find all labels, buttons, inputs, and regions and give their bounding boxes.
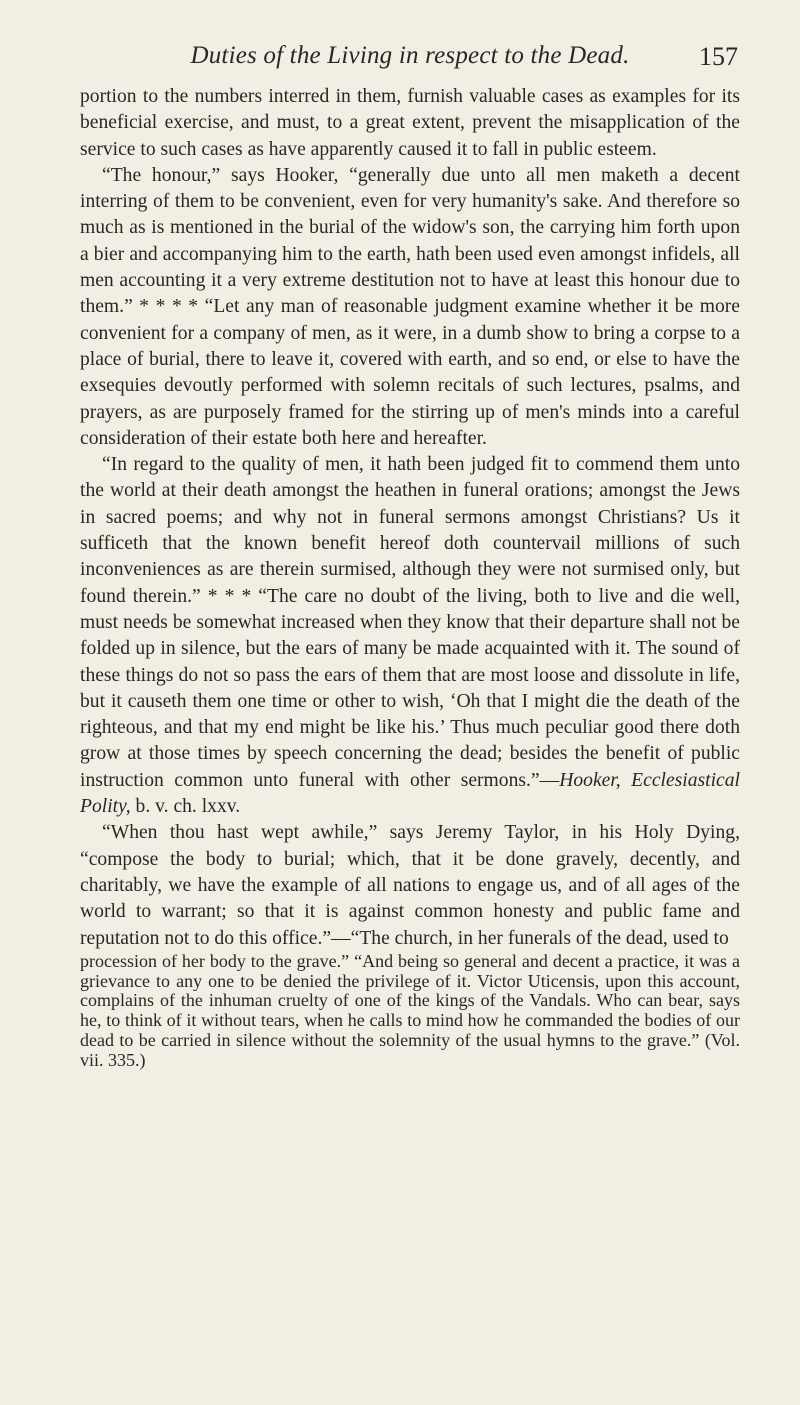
body-text — [80, 84, 740, 1071]
running-head — [80, 20, 740, 71]
citation-reference: b. v. ch. lxxv. — [130, 796, 241, 818]
running-title: Duties of the Living in respect to the Dead. — [190, 42, 630, 69]
paragraph-hooker-quote: “The honour,” says Hooker, “generally due unto all men maketh a decent interring of them to be convenient, even for very humanity's sake. And therefore so much as is mentioned in the burial of the widow's son, the carrying him forth upon a bier and accompanying him to the earth, hath been used even amongst infidels, all men accounting it a very extreme destitution not to have at least this honour due to them.” * * * * “Let any man of reasonable judgment examine whether it be more convenient for a company of men, as it were, in a dumb show to bring a corpse to a place of burial, there to leave it, covered with earth, and so end, or else to have the exsequies devoutly performed with solemn recitals of such lectures, psalms, and prayers, as are purposely framed for the stirring up of men's minds into a careful consideration of their estate both here and hereafter. — [80, 164, 740, 449]
paragraph-funeral-sermons-text: “In regard to the quality of men, it hath been judged fit to commend them unto the world at their death amongst the heathen in funeral orations; amongst the Jews in sacred poems; and why not in funeral sermons amongst Christians? Us it sufficeth that the known benefit hereof doth countervail millions of such inconveniences as are therein surmised, although they were not surmised only, but found therein.” * * * “The care no doubt of the living, both to live and die well, must needs be somewhat increased when they know that their departure shall not be folded up in silence, but the ears of many be made acquainted with it. The sound of these things do not so pass the ears of them that are most loose and dissolute in life, but it causeth them one time or other to wish, ‘Oh that I might die the death of the righteous, and that my end might be like his.’ Thus much peculiar good there doth grow at those times by speech concerning the dead; besides the benefit of public instruction common unto funeral with other sermons.”— — [80, 454, 740, 791]
paragraph-small-print: procession of her body to the grave.” “And being so general and decent a practice, it was a grievance to any one to be denied the privilege of it. Victor Uticensis, upon this account, complains of the inhuman cruelty of one of the kings of the Vandals. Who can bear, says he, to think of it without tears, when he calls to mind how he commanded the bodies of our dead to be carried in silence without the solemnity of the usual hymns to the grave.” (Vol. vii. 335.) — [80, 950, 740, 1070]
page-number: 157 — [699, 42, 738, 71]
citation-hooker: Hooker, Ecclesiastical Polity, — [80, 769, 740, 818]
paragraph-jeremy-taylor: “When thou hast wept awhile,” says Jeremy Taylor, in his Holy Dying, “compose the body to burial; which, that it be done gravely, decently, and charitably, we have the example of all nations to engage us, and of all ages of the world to warrant; so that it is against common honesty and public fame and reputation not to do this office.”—“The church, in her funerals of the dead, used to — [80, 822, 740, 949]
paragraph-continuation: portion to the numbers interred in them, furnish valuable cases as examples for its beneficial exercise, and must, to a great extent, prevent the misapplication of the service to such cases as have apparently caused it to fall in public esteem. — [80, 86, 740, 160]
paragraph-funeral-sermons — [80, 452, 740, 820]
